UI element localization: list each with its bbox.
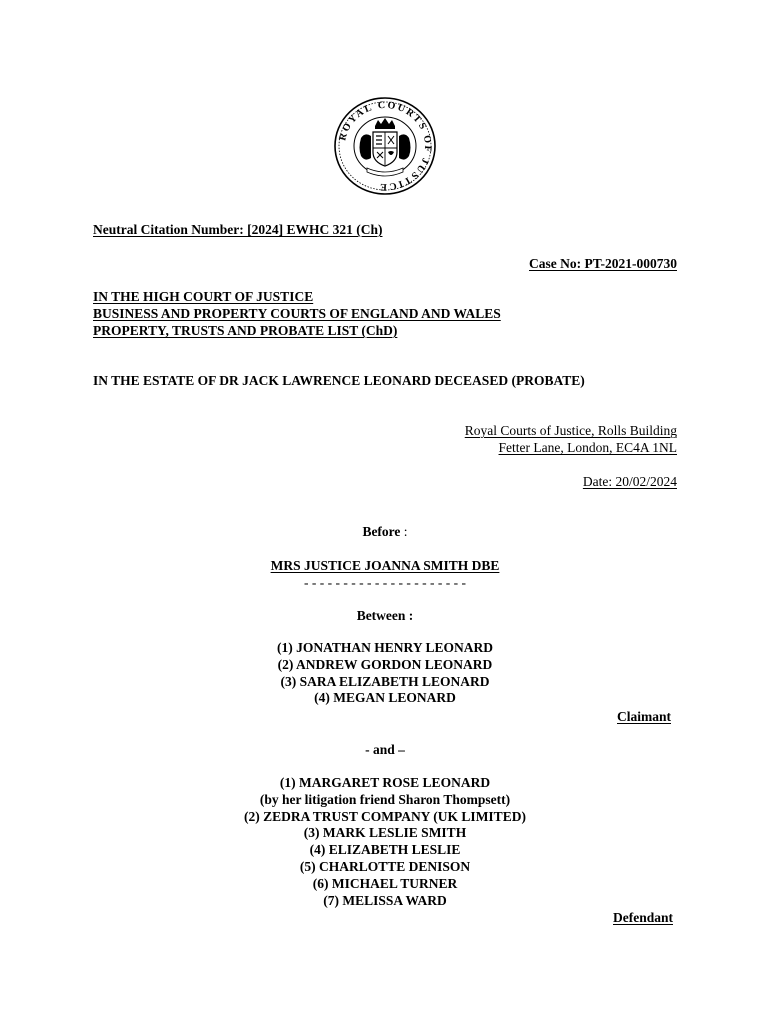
claimant-name: (1) JONATHAN HENRY LEONARD [277,640,493,655]
defendant-name: (4) ELIZABETH LESLIE [309,842,461,858]
judge-divider: - - - - - - - - - - - - - - - - - - - - - [304,575,466,590]
defendant-name: (3) MARK LESLIE SMITH [303,825,467,841]
between-label: Between : [356,608,414,623]
claimant-name: (2) ANDREW GORDON LEONARD [277,656,493,672]
court-line-2: BUSINESS AND PROPERTY COURTS OF ENGLAND AND WALES [93,306,501,321]
seal-ring-text: ROYAL COURTS OF JUSTICE [337,99,434,193]
royal-coat-of-arms-seal-icon [333,96,437,196]
location-line-1: Royal Courts of Justice, Rolls Building [464,423,677,438]
before-heading [0,523,770,540]
judgment-date: Date: 20/02/2024 [582,474,677,489]
case-number: Case No: PT-2021-000730 [529,256,677,271]
defendants-list [0,775,770,909]
before-label: Before [362,524,401,539]
judge-name: MRS JUSTICE JOANNA SMITH DBE [270,558,500,573]
claimant-name: (4) MEGAN LEONARD [314,690,456,706]
court-line-3: PROPERTY, TRUSTS AND PROBATE LIST (ChD) [93,323,398,338]
defendant-name: (5) CHARLOTTE DENISON [299,858,471,874]
defendant-role: Defendant [613,910,673,925]
neutral-citation: Neutral Citation Number: [2024] EWHC 321 (Ch) [93,222,383,237]
defendant-litigation-friend: (by her litigation friend Sharon Thompsett) [259,791,511,807]
court-line-1: IN THE HIGH COURT OF JUSTICE [93,289,314,304]
defendant-name: (1) MARGARET ROSE LEONARD [279,775,491,790]
and-separator: - and – [365,742,405,757]
seal-graphic [333,96,437,196]
defendant-name: (2) ZEDRA TRUST COMPANY (UK LIMITED) [244,808,526,824]
claimant-role: Claimant [617,709,671,724]
location-line-2: Fetter Lane, London, EC4A 1NL [498,440,677,455]
claimants-list [0,640,770,707]
defendant-name: (6) MICHAEL TURNER [312,875,458,891]
defendant-name: (7) MELISSA WARD [323,892,447,908]
before-colon: : [400,524,408,539]
claimant-name: (3) SARA ELIZABETH LEONARD [280,673,490,689]
estate-title: IN THE ESTATE OF DR JACK LAWRENCE LEONARD DECEASED (PROBATE) [93,373,585,388]
judge-row [0,557,770,574]
